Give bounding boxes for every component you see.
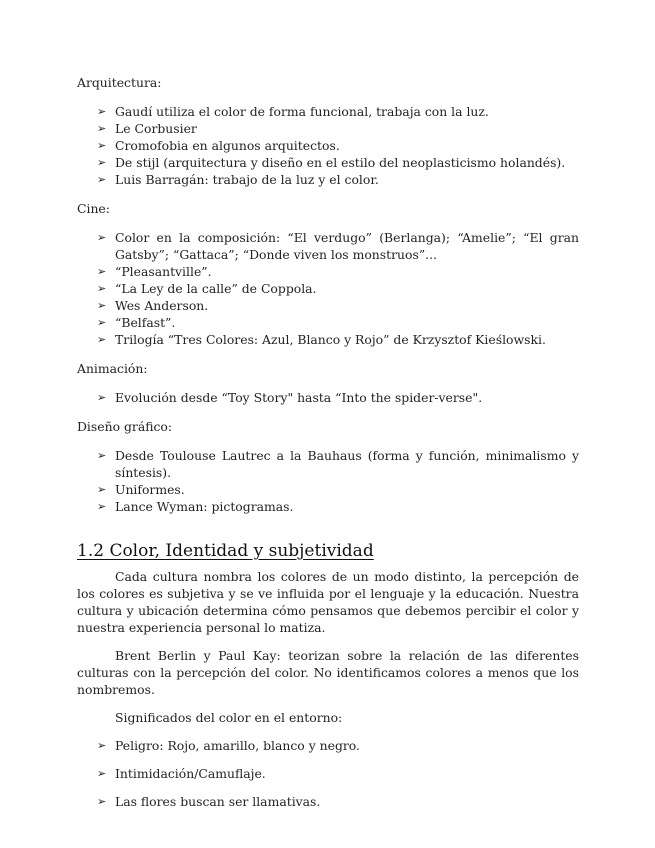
graphic-design-label: Diseño gráfico:: [77, 419, 173, 434]
arrow-bullet-icon: ➢: [97, 122, 107, 135]
arrow-bullet-icon: ➢: [97, 105, 107, 118]
list-item: [77, 120, 579, 137]
paragraph: Significados del color en el entorno:: [115, 710, 343, 725]
list-item: [77, 481, 579, 498]
list-item-text: Gaudí utiliza el color de forma funcional, trabaja con la luz.: [115, 104, 489, 119]
list-item-text: Luis Barragán: trabajo de la luz y el color.: [115, 172, 379, 187]
list-item-text: Desde Toulouse Lautrec a la Bauhaus (forma y función, minimalismo y síntesis).: [115, 448, 579, 480]
list-item-text: Wes Anderson.: [115, 298, 209, 313]
arrow-bullet-icon: ➢: [97, 231, 107, 244]
arrow-bullet-icon: ➢: [97, 739, 107, 752]
list-item-text: Le Corbusier: [115, 121, 197, 136]
arrow-bullet-icon: ➢: [97, 795, 107, 808]
list-item-text: Peligro: Rojo, amarillo, blanco y negro.: [115, 738, 360, 753]
list-item: [77, 297, 579, 314]
list-item-text: “Belfast”.: [115, 315, 176, 330]
list-item-text: Color en la composición: “El verdugo” (Berlanga); “Amelie”; “El gran Gatsby”; “Gattaca”; “Donde viven los monstruos”...: [115, 230, 579, 262]
architecture-label: Arquitectura:: [77, 75, 162, 90]
arrow-bullet-icon: ➢: [97, 767, 107, 780]
list-item-text: Intimidación/Camuflaje.: [115, 766, 266, 781]
list-item-text: Uniformes.: [115, 482, 185, 497]
animation-label: Animación:: [77, 361, 148, 376]
list-item-text: Las flores buscan ser llamativas.: [115, 794, 321, 809]
list-item: [77, 263, 579, 280]
list-item: [77, 137, 579, 154]
list-item-text: Cromofobia en algunos arquitectos.: [115, 138, 340, 153]
cinema-list: [77, 229, 579, 348]
list-item: [77, 389, 579, 406]
list-item: [77, 314, 579, 331]
paragraph: Brent Berlin y Paul Kay: teorizan sobre la relación de las diferentes culturas con la percepción del color. No identificamos colores a menos que los nombremos.: [77, 648, 579, 697]
arrow-bullet-icon: ➢: [97, 333, 107, 346]
arrow-bullet-icon: ➢: [97, 500, 107, 513]
list-item: [77, 737, 579, 754]
graphic-design-list: [77, 447, 579, 515]
arrow-bullet-icon: ➢: [97, 156, 107, 169]
list-item: [77, 331, 579, 348]
arrow-bullet-icon: ➢: [97, 139, 107, 152]
list-item-text: Lance Wyman: pictogramas.: [115, 499, 294, 514]
list-item: [77, 280, 579, 297]
list-item: [77, 171, 579, 188]
arrow-bullet-icon: ➢: [97, 282, 107, 295]
list-item: [77, 793, 579, 810]
list-item: [77, 103, 579, 120]
arrow-bullet-icon: ➢: [97, 316, 107, 329]
color-meanings-list: [77, 737, 579, 810]
list-item-text: Trilogía “Tres Colores: Azul, Blanco y Rojo” de Krzysztof Kieślowski.: [115, 332, 546, 347]
arrow-bullet-icon: ➢: [97, 265, 107, 278]
section-heading: 1.2 Color, Identidad y subjetividad: [77, 541, 374, 561]
list-item-text: “Pleasantville”.: [115, 264, 212, 279]
list-item: [77, 154, 579, 171]
list-item-text: “La Ley de la calle” de Coppola.: [115, 281, 317, 296]
list-item: [77, 498, 579, 515]
paragraph: Cada cultura nombra los colores de un modo distinto, la percepción de los colores es subjetiva y se ve influida por el lenguaje y la educación. Nuestra cultura y ubicación determina cómo pensamos que debemos percibir el color y nuestra experiencia personal lo matiza.: [77, 569, 579, 635]
list-item: [77, 229, 579, 263]
arrow-bullet-icon: ➢: [97, 391, 107, 404]
architecture-list: [77, 103, 579, 188]
list-item: [77, 765, 579, 782]
list-item-text: De stijl (arquitectura y diseño en el estilo del neoplasticismo holandés).: [115, 155, 566, 170]
arrow-bullet-icon: ➢: [97, 483, 107, 496]
document-content: [77, 74, 579, 822]
list-item-text: Evolución desde “Toy Story" hasta “Into the spider-verse".: [115, 390, 483, 405]
arrow-bullet-icon: ➢: [97, 299, 107, 312]
cinema-label: Cine:: [77, 201, 110, 216]
list-item: [77, 447, 579, 481]
arrow-bullet-icon: ➢: [97, 449, 107, 462]
arrow-bullet-icon: ➢: [97, 173, 107, 186]
animation-list: [77, 389, 579, 406]
